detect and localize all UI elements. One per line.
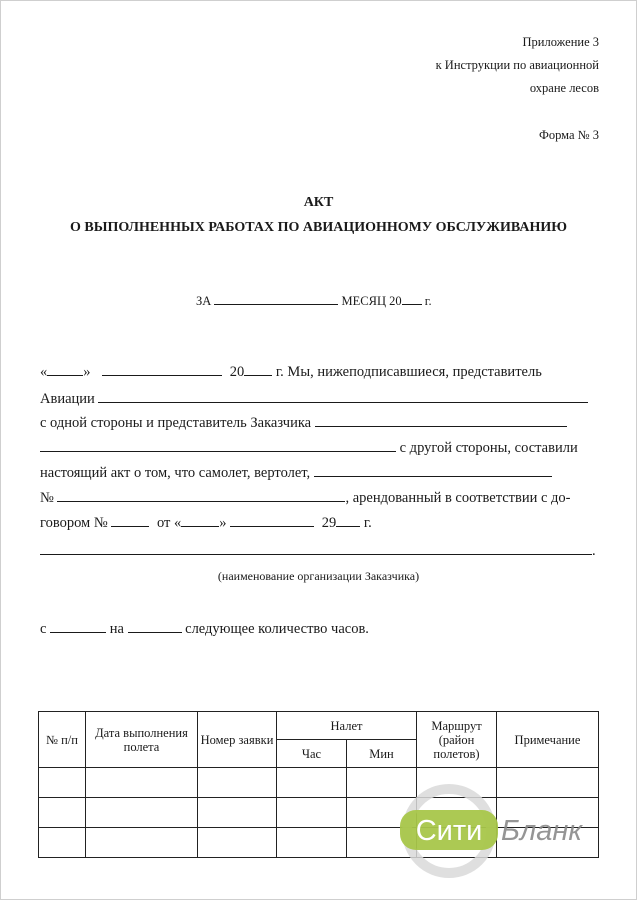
citiblank-logo <box>397 783 622 883</box>
period-year-blank[interactable] <box>402 290 422 305</box>
aviation-label: Авиации <box>40 391 95 407</box>
contract-year-suffix: г. <box>363 515 372 531</box>
body-line-4-text: с другой стороны, составили <box>399 440 578 456</box>
header-number: № п/п <box>39 712 86 768</box>
body-line-1 <box>40 361 599 381</box>
number-sign: № <box>40 490 54 506</box>
period-year-prefix: 20 <box>389 294 402 308</box>
body-line-1-text: г. Мы, нижеподписавшиеся, представитель <box>275 364 542 380</box>
year-prefix: 20 <box>229 364 245 380</box>
table-cell[interactable] <box>198 768 277 798</box>
table-cell[interactable] <box>277 798 347 828</box>
year-blank[interactable] <box>244 361 272 376</box>
annex-line-2: к Инструкции по авиационной <box>435 58 599 72</box>
form-number: Форма № 3 <box>539 128 599 142</box>
table-cell[interactable] <box>198 828 277 858</box>
header-flight-time: Налет <box>277 712 417 740</box>
contract-day-blank[interactable] <box>181 512 219 527</box>
table-cell[interactable] <box>86 828 198 858</box>
annex-line-1: Приложение 3 <box>522 35 599 49</box>
contract-year-prefix: 29 <box>321 515 337 531</box>
aircraft-number-blank[interactable] <box>57 487 345 502</box>
body-line-4 <box>40 437 599 457</box>
contract-number-blank[interactable] <box>111 512 149 527</box>
aircraft-blank[interactable] <box>314 462 552 477</box>
period-from-label: с <box>40 621 47 637</box>
header-minutes: Мин <box>347 740 417 768</box>
body-line-3 <box>40 412 599 432</box>
period-prefix: ЗА <box>196 294 212 308</box>
table-cell[interactable] <box>86 768 198 798</box>
customer-representative-blank-2[interactable] <box>40 437 396 452</box>
body-line-9-text: следующее количество часов. <box>185 621 369 637</box>
contract-label: говором № <box>40 515 108 531</box>
body-line-5 <box>40 462 599 482</box>
table-cell[interactable] <box>39 798 86 828</box>
body-line-9 <box>40 618 599 638</box>
body-line-5-text: настоящий акт о том, что самолет, вертолет, <box>40 465 311 481</box>
body-line-8 <box>40 540 599 560</box>
contract-from: от « <box>156 515 182 531</box>
customer-representative-blank[interactable] <box>315 412 567 427</box>
body-line-2 <box>40 388 599 408</box>
open-quote: « <box>40 364 48 380</box>
table-cell[interactable] <box>277 768 347 798</box>
table-cell[interactable] <box>39 828 86 858</box>
day-blank[interactable] <box>47 361 83 376</box>
header-request-number: Номер заявки <box>198 712 277 768</box>
table-cell[interactable] <box>198 798 277 828</box>
document-title: АКТ <box>303 195 334 210</box>
logo-text-part1: Сити <box>415 815 483 847</box>
header-flight-date: Дата выполнения полета <box>86 712 198 768</box>
period-to-label: на <box>109 621 124 637</box>
aviation-representative-blank[interactable] <box>98 388 588 403</box>
table-cell[interactable] <box>277 828 347 858</box>
document-subtitle: О ВЫПОЛНЕННЫХ РАБОТАХ ПО АВИАЦИОННОМУ ОБСЛУЖИВАНИЮ <box>69 220 568 235</box>
period-line <box>196 290 432 309</box>
logo-text-part2: Бланк <box>501 815 583 847</box>
month-blank[interactable] <box>102 361 222 376</box>
period-blank[interactable] <box>214 290 338 305</box>
table-cell[interactable] <box>86 798 198 828</box>
contract-month-blank[interactable] <box>230 512 314 527</box>
contract-year-blank[interactable] <box>336 512 360 527</box>
customer-organization-caption: (наименование организации Заказчика) <box>217 569 420 583</box>
body-line-6 <box>40 487 599 507</box>
close-quote: » <box>83 364 91 380</box>
header-hours: Час <box>277 740 347 768</box>
period-month-label: МЕСЯЦ <box>341 294 386 308</box>
annex-line-3: охране лесов <box>529 81 599 95</box>
body-line-7 <box>40 512 599 532</box>
body-line-6-text: , арендованный в соответствии с до- <box>345 490 571 506</box>
customer-organization-blank[interactable] <box>40 540 592 555</box>
header-note: Примечание <box>497 712 599 768</box>
table-header-row <box>39 712 599 740</box>
header-route: Маршрут (район полетов) <box>417 712 497 768</box>
table-cell[interactable] <box>39 768 86 798</box>
period-from-blank[interactable] <box>50 618 106 633</box>
body-line-8-end: . <box>592 543 596 559</box>
period-year-suffix: г. <box>424 294 432 308</box>
customer-representative-label: с одной стороны и представитель Заказчика <box>40 415 312 431</box>
period-to-blank[interactable] <box>128 618 182 633</box>
contract-close-quote: » <box>219 515 227 531</box>
